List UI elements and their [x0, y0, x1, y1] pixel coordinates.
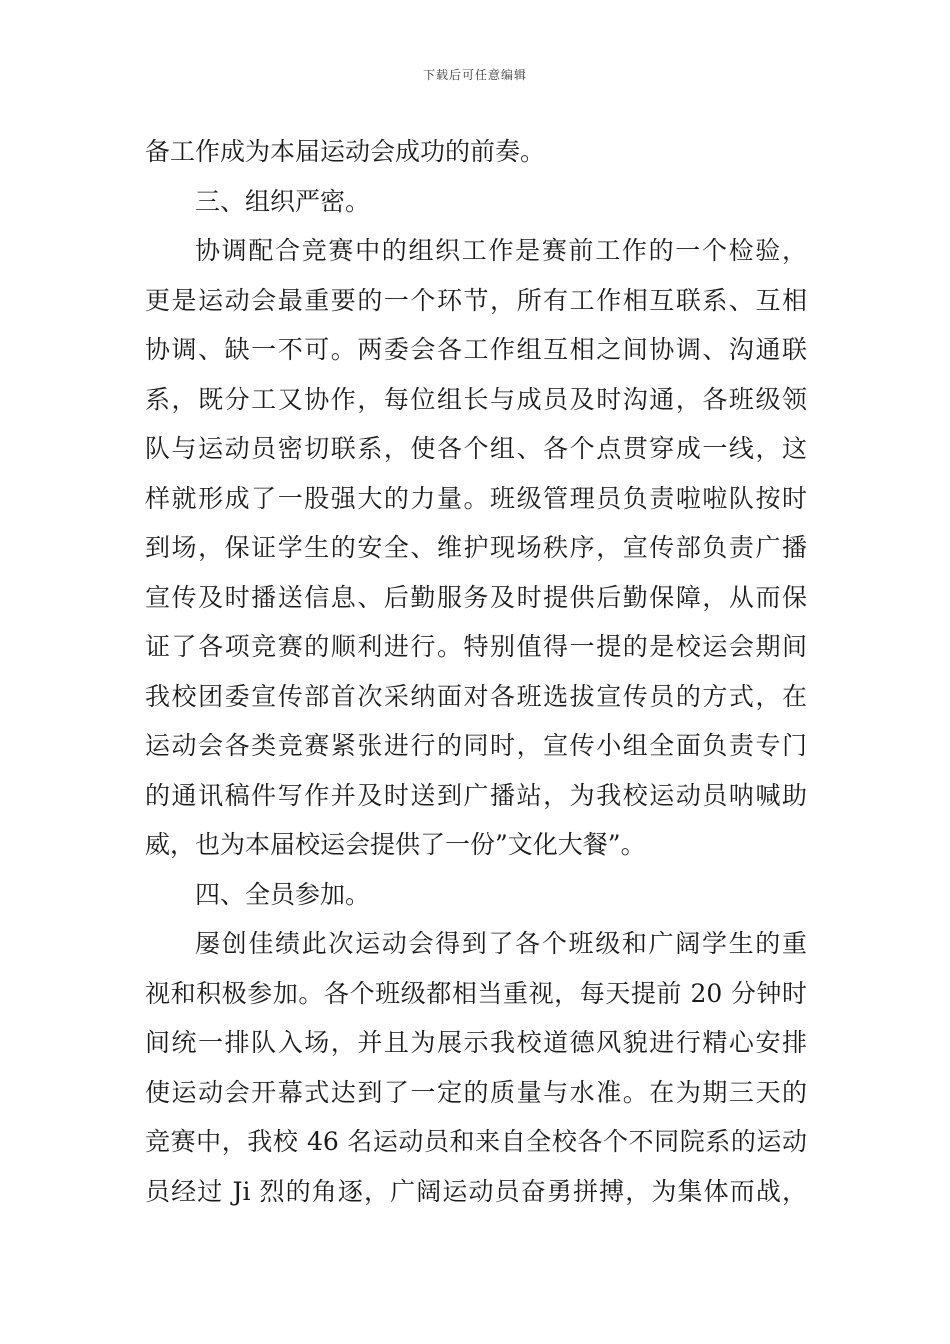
- document-body: [145, 127, 807, 1216]
- page-header-note: 下载后可任意编辑: [422, 68, 527, 82]
- text-line: 屡创佳绩此次运动会得到了各个班级和广阔学生的重: [195, 929, 807, 958]
- section-heading: 三、组织严密。: [195, 186, 371, 216]
- text-line: 运动会各类竞赛紧张进行的同时，宣传小组全面负责专门: [145, 731, 807, 760]
- text-line: 备工作成为本届运动会成功的前奏。: [145, 137, 546, 166]
- text-line: 员经过 Ji 烈的角逐，广阔运动员奋勇拼搏，为集体而战，: [145, 1176, 807, 1206]
- text-line: 使运动会开幕式达到了一定的质量与水准。在为期三天的: [145, 1077, 807, 1107]
- text-line: 更是运动会最重要的一个环节，所有工作相互联系、互相: [145, 285, 807, 315]
- text-line: 威，也为本届校运会提供了一份”文化大餐”。: [145, 830, 646, 859]
- section-heading: 四、全员参加。: [195, 879, 371, 909]
- text-line: 到场，保证学生的安全、维护现场秩序，宣传部负责广播: [145, 533, 807, 562]
- text-line: 视和积极参加。各个班级都相当重视，每天提前 20 分钟时: [145, 978, 807, 1008]
- text-line: 的通讯稿件写作并及时送到广播站，为我校运动员呐喊助: [145, 780, 807, 810]
- text-line: 间统一排队入场，并且为展示我校道德风貌进行精心安排: [145, 1028, 807, 1057]
- text-line: 宣传及时播送信息、后勤服务及时提供后勤保障，从而保: [145, 582, 807, 612]
- text-line: 协调配合竞赛中的组织工作是赛前工作的一个检验，: [195, 236, 807, 265]
- text-line: 竞赛中，我校 46 名运动员和来自全校各个不同院系的运动: [145, 1127, 807, 1156]
- text-line: 样就形成了一股强大的力量。班级管理员负责啦啦队按时: [145, 483, 807, 513]
- text-line: 我校团委宣传部首次采纳面对各班选拔宣传员的方式，在: [145, 681, 807, 711]
- text-line: 证了各项竞赛的顺利进行。特别值得一提的是校运会期间: [145, 632, 807, 661]
- text-line: 协调、缺一不可。两委会各工作组互相之间协调、沟通联: [145, 335, 807, 364]
- text-line: 队与运动员密切联系，使各个组、各个点贯穿成一线，这: [145, 434, 807, 463]
- text-line: 系，既分工又协作，每位组长与成员及时沟通，各班级领: [145, 384, 807, 414]
